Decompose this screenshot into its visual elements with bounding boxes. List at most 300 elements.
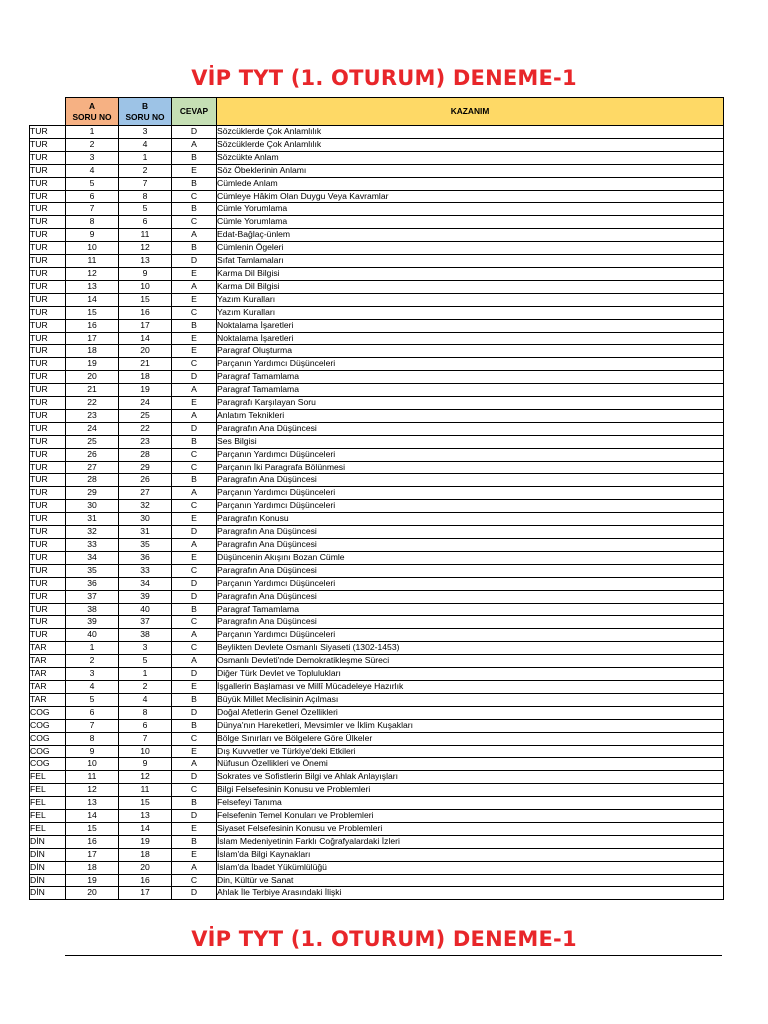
table-row	[30, 732, 724, 745]
cell-kazanim: Ahlak İle Terbiye Arasındaki İlişki	[217, 887, 724, 900]
footer-rule	[65, 955, 722, 956]
cell-a-soru-no: 2	[66, 138, 119, 151]
cell-a-soru-no: 21	[66, 384, 119, 397]
table-row	[30, 551, 724, 564]
cell-a-soru-no: 19	[66, 874, 119, 887]
cell-kazanim: Noktalama İşaretleri	[217, 332, 724, 345]
table-row	[30, 629, 724, 642]
cell-kazanim: Paragrafın Ana Düşüncesi	[217, 526, 724, 539]
table-row	[30, 255, 724, 268]
cell-ders: TUR	[30, 190, 66, 203]
table-row	[30, 306, 724, 319]
cell-kazanim: Paragrafın Ana Düşüncesi	[217, 539, 724, 552]
cell-a-soru-no: 16	[66, 319, 119, 332]
cell-kazanim: Parçanın Yardımcı Düşünceleri	[217, 358, 724, 371]
cell-kazanim: Karma Dil Bilgisi	[217, 280, 724, 293]
cell-ders: TUR	[30, 577, 66, 590]
cell-b-soru-no: 4	[119, 693, 172, 706]
cell-a-soru-no: 14	[66, 810, 119, 823]
cell-kazanim: Osmanlı Devleti'nde Demokratikleşme Süreci	[217, 655, 724, 668]
cell-b-soru-no: 26	[119, 474, 172, 487]
cell-a-soru-no: 39	[66, 616, 119, 629]
table-row	[30, 371, 724, 384]
table-row	[30, 332, 724, 345]
cell-kazanim: Noktalama İşaretleri	[217, 319, 724, 332]
cell-b-soru-no: 23	[119, 435, 172, 448]
cell-b-soru-no: 18	[119, 848, 172, 861]
cell-cevap: A	[172, 384, 217, 397]
cell-b-soru-no: 12	[119, 771, 172, 784]
cell-kazanim: İslam'da Bilgi Kaynakları	[217, 848, 724, 861]
cell-cevap: E	[172, 680, 217, 693]
cell-b-soru-no: 20	[119, 345, 172, 358]
cell-ders: TUR	[30, 590, 66, 603]
cell-kazanim: Söz Öbeklerinin Anlamı	[217, 164, 724, 177]
table-row	[30, 539, 724, 552]
cell-a-soru-no: 32	[66, 526, 119, 539]
cell-cevap: A	[172, 758, 217, 771]
cell-cevap: A	[172, 229, 217, 242]
table-row	[30, 397, 724, 410]
cell-ders: TUR	[30, 551, 66, 564]
cell-cevap: D	[172, 590, 217, 603]
header-b-sub: SORU NO	[125, 111, 165, 122]
cell-kazanim: İslam'da İbadet Yükümlülüğü	[217, 861, 724, 874]
cell-cevap: A	[172, 138, 217, 151]
cell-kazanim: Paragrafın Ana Düşüncesi	[217, 590, 724, 603]
cell-cevap: E	[172, 822, 217, 835]
table-row	[30, 242, 724, 255]
table-row	[30, 203, 724, 216]
cell-cevap: C	[172, 358, 217, 371]
cell-a-soru-no: 7	[66, 203, 119, 216]
table-row	[30, 745, 724, 758]
cell-kazanim: Felsefeyi Tanıma	[217, 797, 724, 810]
cell-kazanim: Paragrafın Ana Düşüncesi	[217, 422, 724, 435]
cell-kazanim: Dünya'nın Hareketleri, Mevsimler ve İklim Kuşakları	[217, 719, 724, 732]
cell-cevap: E	[172, 397, 217, 410]
cell-cevap: D	[172, 887, 217, 900]
cell-a-soru-no: 9	[66, 229, 119, 242]
table-row	[30, 603, 724, 616]
table-row	[30, 797, 724, 810]
table-row	[30, 151, 724, 164]
table-row	[30, 822, 724, 835]
cell-ders: TUR	[30, 164, 66, 177]
table-row	[30, 590, 724, 603]
cell-a-soru-no: 8	[66, 216, 119, 229]
cell-a-soru-no: 28	[66, 474, 119, 487]
cell-b-soru-no: 28	[119, 448, 172, 461]
cell-a-soru-no: 20	[66, 371, 119, 384]
cell-cevap: C	[172, 306, 217, 319]
table-row	[30, 319, 724, 332]
cell-a-soru-no: 8	[66, 732, 119, 745]
cell-a-soru-no: 5	[66, 693, 119, 706]
cell-cevap: A	[172, 861, 217, 874]
table-row	[30, 409, 724, 422]
cell-cevap: A	[172, 539, 217, 552]
cell-b-soru-no: 2	[119, 680, 172, 693]
cell-ders: TUR	[30, 306, 66, 319]
cell-a-soru-no: 37	[66, 590, 119, 603]
table-row	[30, 216, 724, 229]
cell-kazanim: Anlatım Teknikleri	[217, 409, 724, 422]
cell-kazanim: Doğal Afetlerin Genel Özellikleri	[217, 706, 724, 719]
cell-a-soru-no: 20	[66, 887, 119, 900]
cell-kazanim: Paragraf Oluşturma	[217, 345, 724, 358]
cell-kazanim: Parçanın Yardımcı Düşünceleri	[217, 577, 724, 590]
cell-ders: TUR	[30, 603, 66, 616]
cell-cevap: D	[172, 706, 217, 719]
cell-cevap: B	[172, 835, 217, 848]
cell-a-soru-no: 16	[66, 835, 119, 848]
cell-ders: TUR	[30, 319, 66, 332]
cell-b-soru-no: 10	[119, 280, 172, 293]
cell-cevap: A	[172, 280, 217, 293]
cell-a-soru-no: 40	[66, 629, 119, 642]
cell-ders: TUR	[30, 500, 66, 513]
cell-kazanim: Felsefenin Temel Konuları ve Problemleri	[217, 810, 724, 823]
cell-cevap: B	[172, 474, 217, 487]
cell-b-soru-no: 13	[119, 810, 172, 823]
table-row	[30, 461, 724, 474]
table-row	[30, 280, 724, 293]
cell-kazanim: Dış Kuvvetler ve Türkiye'deki Etkileri	[217, 745, 724, 758]
cell-cevap: C	[172, 461, 217, 474]
cell-cevap: B	[172, 203, 217, 216]
cell-kazanim: Parçanın Yardımcı Düşünceleri	[217, 448, 724, 461]
cell-a-soru-no: 17	[66, 848, 119, 861]
cell-b-soru-no: 11	[119, 229, 172, 242]
cell-cevap: D	[172, 771, 217, 784]
table-row	[30, 848, 724, 861]
table-row	[30, 177, 724, 190]
cell-b-soru-no: 39	[119, 590, 172, 603]
cell-kazanim: Büyük Millet Meclisinin Açılması	[217, 693, 724, 706]
table-row	[30, 229, 724, 242]
cell-kazanim: Paragrafın Konusu	[217, 513, 724, 526]
cell-cevap: E	[172, 848, 217, 861]
cell-a-soru-no: 19	[66, 358, 119, 371]
cell-ders: COG	[30, 732, 66, 745]
cell-b-soru-no: 8	[119, 190, 172, 203]
cell-a-soru-no: 18	[66, 345, 119, 358]
cell-cevap: D	[172, 526, 217, 539]
cell-ders: TUR	[30, 409, 66, 422]
table-row	[30, 861, 724, 874]
header-b-label: B	[141, 100, 149, 111]
cell-a-soru-no: 36	[66, 577, 119, 590]
cell-a-soru-no: 6	[66, 706, 119, 719]
cell-ders: FEL	[30, 797, 66, 810]
header-a-sub: SORU NO	[72, 111, 112, 122]
cell-ders: TUR	[30, 216, 66, 229]
cell-a-soru-no: 13	[66, 797, 119, 810]
cell-kazanim: Paragraf Tamamlama	[217, 384, 724, 397]
cell-b-soru-no: 4	[119, 138, 172, 151]
cell-b-soru-no: 31	[119, 526, 172, 539]
cell-ders: FEL	[30, 810, 66, 823]
cell-ders: TUR	[30, 422, 66, 435]
cell-ders: TUR	[30, 255, 66, 268]
header-b-soru-no	[119, 98, 172, 126]
cell-cevap: D	[172, 810, 217, 823]
cell-ders: TAR	[30, 668, 66, 681]
cell-cevap: A	[172, 409, 217, 422]
cell-a-soru-no: 25	[66, 435, 119, 448]
cell-ders: TUR	[30, 280, 66, 293]
cell-cevap: B	[172, 603, 217, 616]
cell-kazanim: Paragraf Tamamlama	[217, 371, 724, 384]
cell-b-soru-no: 11	[119, 784, 172, 797]
cell-a-soru-no: 15	[66, 822, 119, 835]
cell-a-soru-no: 10	[66, 758, 119, 771]
table-row	[30, 513, 724, 526]
table-row	[30, 422, 724, 435]
cell-ders: TUR	[30, 435, 66, 448]
cell-ders: TUR	[30, 126, 66, 139]
cell-cevap: D	[172, 371, 217, 384]
table-row	[30, 835, 724, 848]
cell-ders: TUR	[30, 242, 66, 255]
table-row	[30, 810, 724, 823]
cell-b-soru-no: 14	[119, 332, 172, 345]
cell-cevap: C	[172, 874, 217, 887]
cell-ders: TUR	[30, 397, 66, 410]
cell-ders: TUR	[30, 526, 66, 539]
table-row	[30, 435, 724, 448]
cell-kazanim: Düşüncenin Akışını Bozan Cümle	[217, 551, 724, 564]
cell-a-soru-no: 38	[66, 603, 119, 616]
cell-kazanim: Nüfusun Özellikleri ve Önemi	[217, 758, 724, 771]
cell-ders: DİN	[30, 874, 66, 887]
cell-cevap: C	[172, 216, 217, 229]
table-body	[30, 126, 724, 900]
table-row	[30, 500, 724, 513]
cell-a-soru-no: 29	[66, 487, 119, 500]
cell-b-soru-no: 15	[119, 797, 172, 810]
cell-cevap: B	[172, 151, 217, 164]
cell-ders: TUR	[30, 539, 66, 552]
header-a-label: A	[88, 100, 96, 111]
cell-kazanim: Paragrafı Karşılayan Soru	[217, 397, 724, 410]
cell-b-soru-no: 8	[119, 706, 172, 719]
cell-cevap: B	[172, 719, 217, 732]
cell-cevap: E	[172, 345, 217, 358]
cell-ders: DİN	[30, 887, 66, 900]
cell-a-soru-no: 18	[66, 861, 119, 874]
cell-kazanim: Bölge Sınırları ve Bölgelere Göre Ülkeler	[217, 732, 724, 745]
cell-ders: TAR	[30, 642, 66, 655]
cell-b-soru-no: 9	[119, 267, 172, 280]
table-row	[30, 706, 724, 719]
cell-cevap: B	[172, 242, 217, 255]
cell-cevap: E	[172, 164, 217, 177]
cell-kazanim: Sözcüklerde Çok Anlamlılık	[217, 126, 724, 139]
cell-b-soru-no: 16	[119, 306, 172, 319]
table-row	[30, 448, 724, 461]
cell-cevap: B	[172, 319, 217, 332]
cell-a-soru-no: 23	[66, 409, 119, 422]
cell-cevap: C	[172, 642, 217, 655]
cell-b-soru-no: 9	[119, 758, 172, 771]
cell-b-soru-no: 35	[119, 539, 172, 552]
table-row	[30, 293, 724, 306]
cell-a-soru-no: 14	[66, 293, 119, 306]
cell-b-soru-no: 37	[119, 616, 172, 629]
cell-b-soru-no: 17	[119, 319, 172, 332]
cell-cevap: E	[172, 267, 217, 280]
cell-ders: FEL	[30, 771, 66, 784]
cell-kazanim: Beylikten Devlete Osmanlı Siyaseti (1302-1453)	[217, 642, 724, 655]
cell-b-soru-no: 19	[119, 835, 172, 848]
cell-cevap: E	[172, 513, 217, 526]
cell-b-soru-no: 16	[119, 874, 172, 887]
cell-cevap: B	[172, 435, 217, 448]
cell-kazanim: Paragrafın Ana Düşüncesi	[217, 564, 724, 577]
table-row	[30, 784, 724, 797]
cell-ders: TAR	[30, 655, 66, 668]
cell-cevap: E	[172, 745, 217, 758]
table-row	[30, 693, 724, 706]
cell-ders: COG	[30, 745, 66, 758]
cell-kazanim: Diğer Türk Devlet ve Toplulukları	[217, 668, 724, 681]
cell-a-soru-no: 15	[66, 306, 119, 319]
cell-cevap: A	[172, 487, 217, 500]
cell-kazanim: Cümle Yorumlama	[217, 216, 724, 229]
cell-b-soru-no: 6	[119, 719, 172, 732]
cell-a-soru-no: 4	[66, 680, 119, 693]
cell-ders: COG	[30, 758, 66, 771]
header-kazanim: KAZANIM	[217, 98, 724, 126]
cell-a-soru-no: 7	[66, 719, 119, 732]
cell-kazanim: Cümlenin Ögeleri	[217, 242, 724, 255]
cell-cevap: A	[172, 629, 217, 642]
cell-kazanim: Bilgi Felsefesinin Konusu ve Problemleri	[217, 784, 724, 797]
cell-a-soru-no: 27	[66, 461, 119, 474]
cell-kazanim: Cümle Yorumlama	[217, 203, 724, 216]
cell-b-soru-no: 12	[119, 242, 172, 255]
cell-kazanim: Yazım Kuralları	[217, 293, 724, 306]
cell-b-soru-no: 27	[119, 487, 172, 500]
cell-a-soru-no: 26	[66, 448, 119, 461]
cell-b-soru-no: 20	[119, 861, 172, 874]
cell-ders: DİN	[30, 848, 66, 861]
cell-b-soru-no: 6	[119, 216, 172, 229]
cell-ders: TUR	[30, 371, 66, 384]
cell-a-soru-no: 2	[66, 655, 119, 668]
cell-kazanim: Ses Bilgisi	[217, 435, 724, 448]
cell-b-soru-no: 36	[119, 551, 172, 564]
cell-b-soru-no: 19	[119, 384, 172, 397]
cell-b-soru-no: 5	[119, 203, 172, 216]
cell-kazanim: Sözcükte Anlam	[217, 151, 724, 164]
cell-b-soru-no: 17	[119, 887, 172, 900]
cell-a-soru-no: 1	[66, 642, 119, 655]
cell-b-soru-no: 34	[119, 577, 172, 590]
table-row	[30, 564, 724, 577]
cell-kazanim: Yazım Kuralları	[217, 306, 724, 319]
cell-b-soru-no: 15	[119, 293, 172, 306]
table-row	[30, 655, 724, 668]
cell-b-soru-no: 29	[119, 461, 172, 474]
cell-b-soru-no: 38	[119, 629, 172, 642]
cell-a-soru-no: 3	[66, 668, 119, 681]
cell-cevap: E	[172, 293, 217, 306]
cell-ders: TUR	[30, 616, 66, 629]
cell-ders: FEL	[30, 822, 66, 835]
cell-cevap: D	[172, 668, 217, 681]
cell-kazanim: Karma Dil Bilgisi	[217, 267, 724, 280]
cell-a-soru-no: 33	[66, 539, 119, 552]
table-row	[30, 887, 724, 900]
cell-ders: DİN	[30, 835, 66, 848]
cell-b-soru-no: 7	[119, 732, 172, 745]
cell-a-soru-no: 3	[66, 151, 119, 164]
cell-a-soru-no: 9	[66, 745, 119, 758]
cell-ders: TUR	[30, 384, 66, 397]
cell-kazanim: Sözcüklerde Çok Anlamlılık	[217, 138, 724, 151]
cell-a-soru-no: 12	[66, 267, 119, 280]
cell-a-soru-no: 4	[66, 164, 119, 177]
cell-b-soru-no: 40	[119, 603, 172, 616]
cell-b-soru-no: 1	[119, 151, 172, 164]
table-row	[30, 384, 724, 397]
cell-cevap: D	[172, 255, 217, 268]
cell-ders: TUR	[30, 487, 66, 500]
cell-cevap: D	[172, 126, 217, 139]
cell-ders: COG	[30, 706, 66, 719]
answer-key-table	[29, 97, 724, 900]
cell-a-soru-no: 30	[66, 500, 119, 513]
cell-ders: TUR	[30, 229, 66, 242]
cell-b-soru-no: 3	[119, 642, 172, 655]
cell-kazanim: Siyaset Felsefesinin Konusu ve Problemleri	[217, 822, 724, 835]
cell-ders: DİN	[30, 861, 66, 874]
cell-ders: TAR	[30, 693, 66, 706]
table-row	[30, 874, 724, 887]
cell-ders: TUR	[30, 151, 66, 164]
cell-kazanim: Din, Kültür ve Sanat	[217, 874, 724, 887]
cell-b-soru-no: 3	[119, 126, 172, 139]
cell-a-soru-no: 11	[66, 255, 119, 268]
cell-b-soru-no: 18	[119, 371, 172, 384]
table-row	[30, 126, 724, 139]
cell-a-soru-no: 12	[66, 784, 119, 797]
cell-b-soru-no: 2	[119, 164, 172, 177]
table-row	[30, 680, 724, 693]
footer-title: VİP TYT (1. OTURUM) DENEME-1	[191, 927, 577, 951]
cell-kazanim: İşgallerin Başlaması ve Millî Mücadeleye Hazırlık	[217, 680, 724, 693]
cell-kazanim: Parçanın İki Paragrafa Bölünmesi	[217, 461, 724, 474]
cell-ders: TAR	[30, 680, 66, 693]
cell-cevap: E	[172, 551, 217, 564]
cell-a-soru-no: 17	[66, 332, 119, 345]
cell-kazanim: Parçanın Yardımcı Düşünceleri	[217, 629, 724, 642]
cell-kazanim: Paragrafın Ana Düşüncesi	[217, 616, 724, 629]
cell-b-soru-no: 33	[119, 564, 172, 577]
cell-kazanim: Paragraf Tamamlama	[217, 603, 724, 616]
table-row	[30, 526, 724, 539]
cell-a-soru-no: 10	[66, 242, 119, 255]
cell-kazanim: Sıfat Tamlamaları	[217, 255, 724, 268]
cell-kazanim: Edat-Bağlaç-ünlem	[217, 229, 724, 242]
cell-ders: TUR	[30, 345, 66, 358]
cell-kazanim: Cümleye Hâkim Olan Duygu Veya Kavramlar	[217, 190, 724, 203]
cell-a-soru-no: 34	[66, 551, 119, 564]
table-row	[30, 642, 724, 655]
